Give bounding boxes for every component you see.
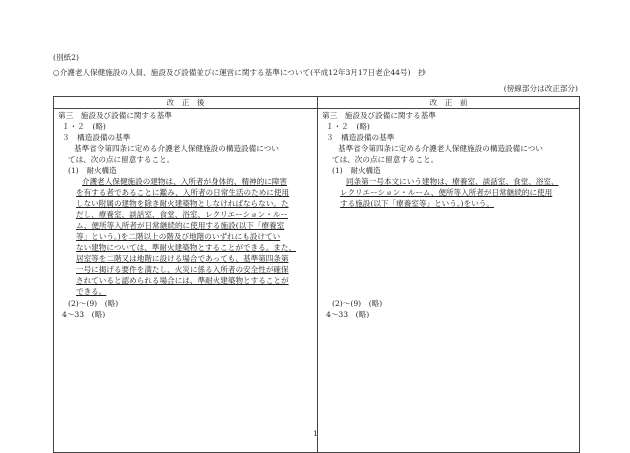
amended-line: を有する者であることに鑑み、入所者の日常生活のために使用 — [76, 188, 290, 197]
amended-line: 介護老人保健施設の建物は、入所者が身体的、精神的に障害 — [82, 177, 288, 186]
amended-line: 一号に掲げる要件を満たし、火災に係る入所者の安全性が確保 — [76, 265, 289, 274]
list-item: 4～33 (略) — [62, 310, 106, 319]
amended-line: する施設(以下「療養室等」という。)をいう。 — [340, 199, 494, 208]
before-column — [318, 109, 580, 453]
page-number: 1 — [313, 429, 318, 438]
amended-line: しない附属の建物を除き耐火建築物としなければならない。た — [76, 199, 289, 208]
column-header-before: 改 正 前 — [318, 97, 580, 109]
amended-line: 等」という。)を二階以上の階及び地階のいずれにも設けてい — [76, 232, 281, 241]
section-heading: 第三 施設及び設備に関する基準 — [58, 111, 172, 120]
amended-line: 居室等を二階又は地階に設ける場合であっても、基準第四条第 — [76, 254, 289, 263]
comparison-table — [53, 96, 580, 453]
list-item: １・２ (略) — [326, 122, 370, 131]
column-header-after: 改 正 後 — [54, 97, 318, 109]
list-item: (2)～(9) (略) — [68, 299, 119, 308]
underline-note: (傍線部分は改正部分) — [503, 84, 578, 93]
annex-label: (別紙2) — [53, 53, 79, 62]
list-item: ３ 構造設備の基準 — [326, 133, 395, 142]
amended-line: されていると認められる場合には、準耐火建築物とすることが — [76, 276, 289, 285]
amended-line: だし、療養室、談話室、食堂、浴室、レクリエーション・ルー — [76, 210, 289, 219]
amended-line: ない建物については、準耐火建築物とすることができる。また、 — [76, 243, 297, 252]
amended-line: できる。 — [76, 287, 107, 296]
amended-line: レクリエーション・ルーム、便所等入所者が日常継続的に使用 — [340, 188, 553, 197]
list-item: (1) 耐火構造 — [332, 166, 381, 175]
paragraph-line: ては、次の点に留意すること。 — [332, 155, 439, 164]
section-heading: 第三 施設及び設備に関する基準 — [322, 111, 436, 120]
amended-line: ム、便所等入所者が日常継続的に使用する施設(以下「療養室 — [76, 221, 285, 230]
document-title: ○介護老人保健施設の人員、施設及び設備並びに運営に関する基準について(平成12年3月17日老企44号) 抄 — [53, 68, 426, 77]
paragraph-line: 基準省令第四条に定める介護老人保健施設の構造設備につい — [338, 144, 543, 153]
after-column — [54, 109, 318, 453]
paragraph-line: ては、次の点に留意すること。 — [68, 155, 175, 164]
list-item: １・２ (略) — [62, 122, 106, 131]
amended-line: 同条第一号本文にいう建物は、療養室、談話室、食堂、浴室、 — [346, 177, 559, 186]
list-item: ３ 構造設備の基準 — [62, 133, 131, 142]
list-item: (2)～(9) (略) — [332, 299, 383, 308]
list-item: 4～33 (略) — [326, 310, 370, 319]
list-item: (1) 耐火構造 — [68, 166, 117, 175]
paragraph-line: 基準省令第四条に定める介護老人保健施設の構造設備につい — [74, 144, 279, 153]
